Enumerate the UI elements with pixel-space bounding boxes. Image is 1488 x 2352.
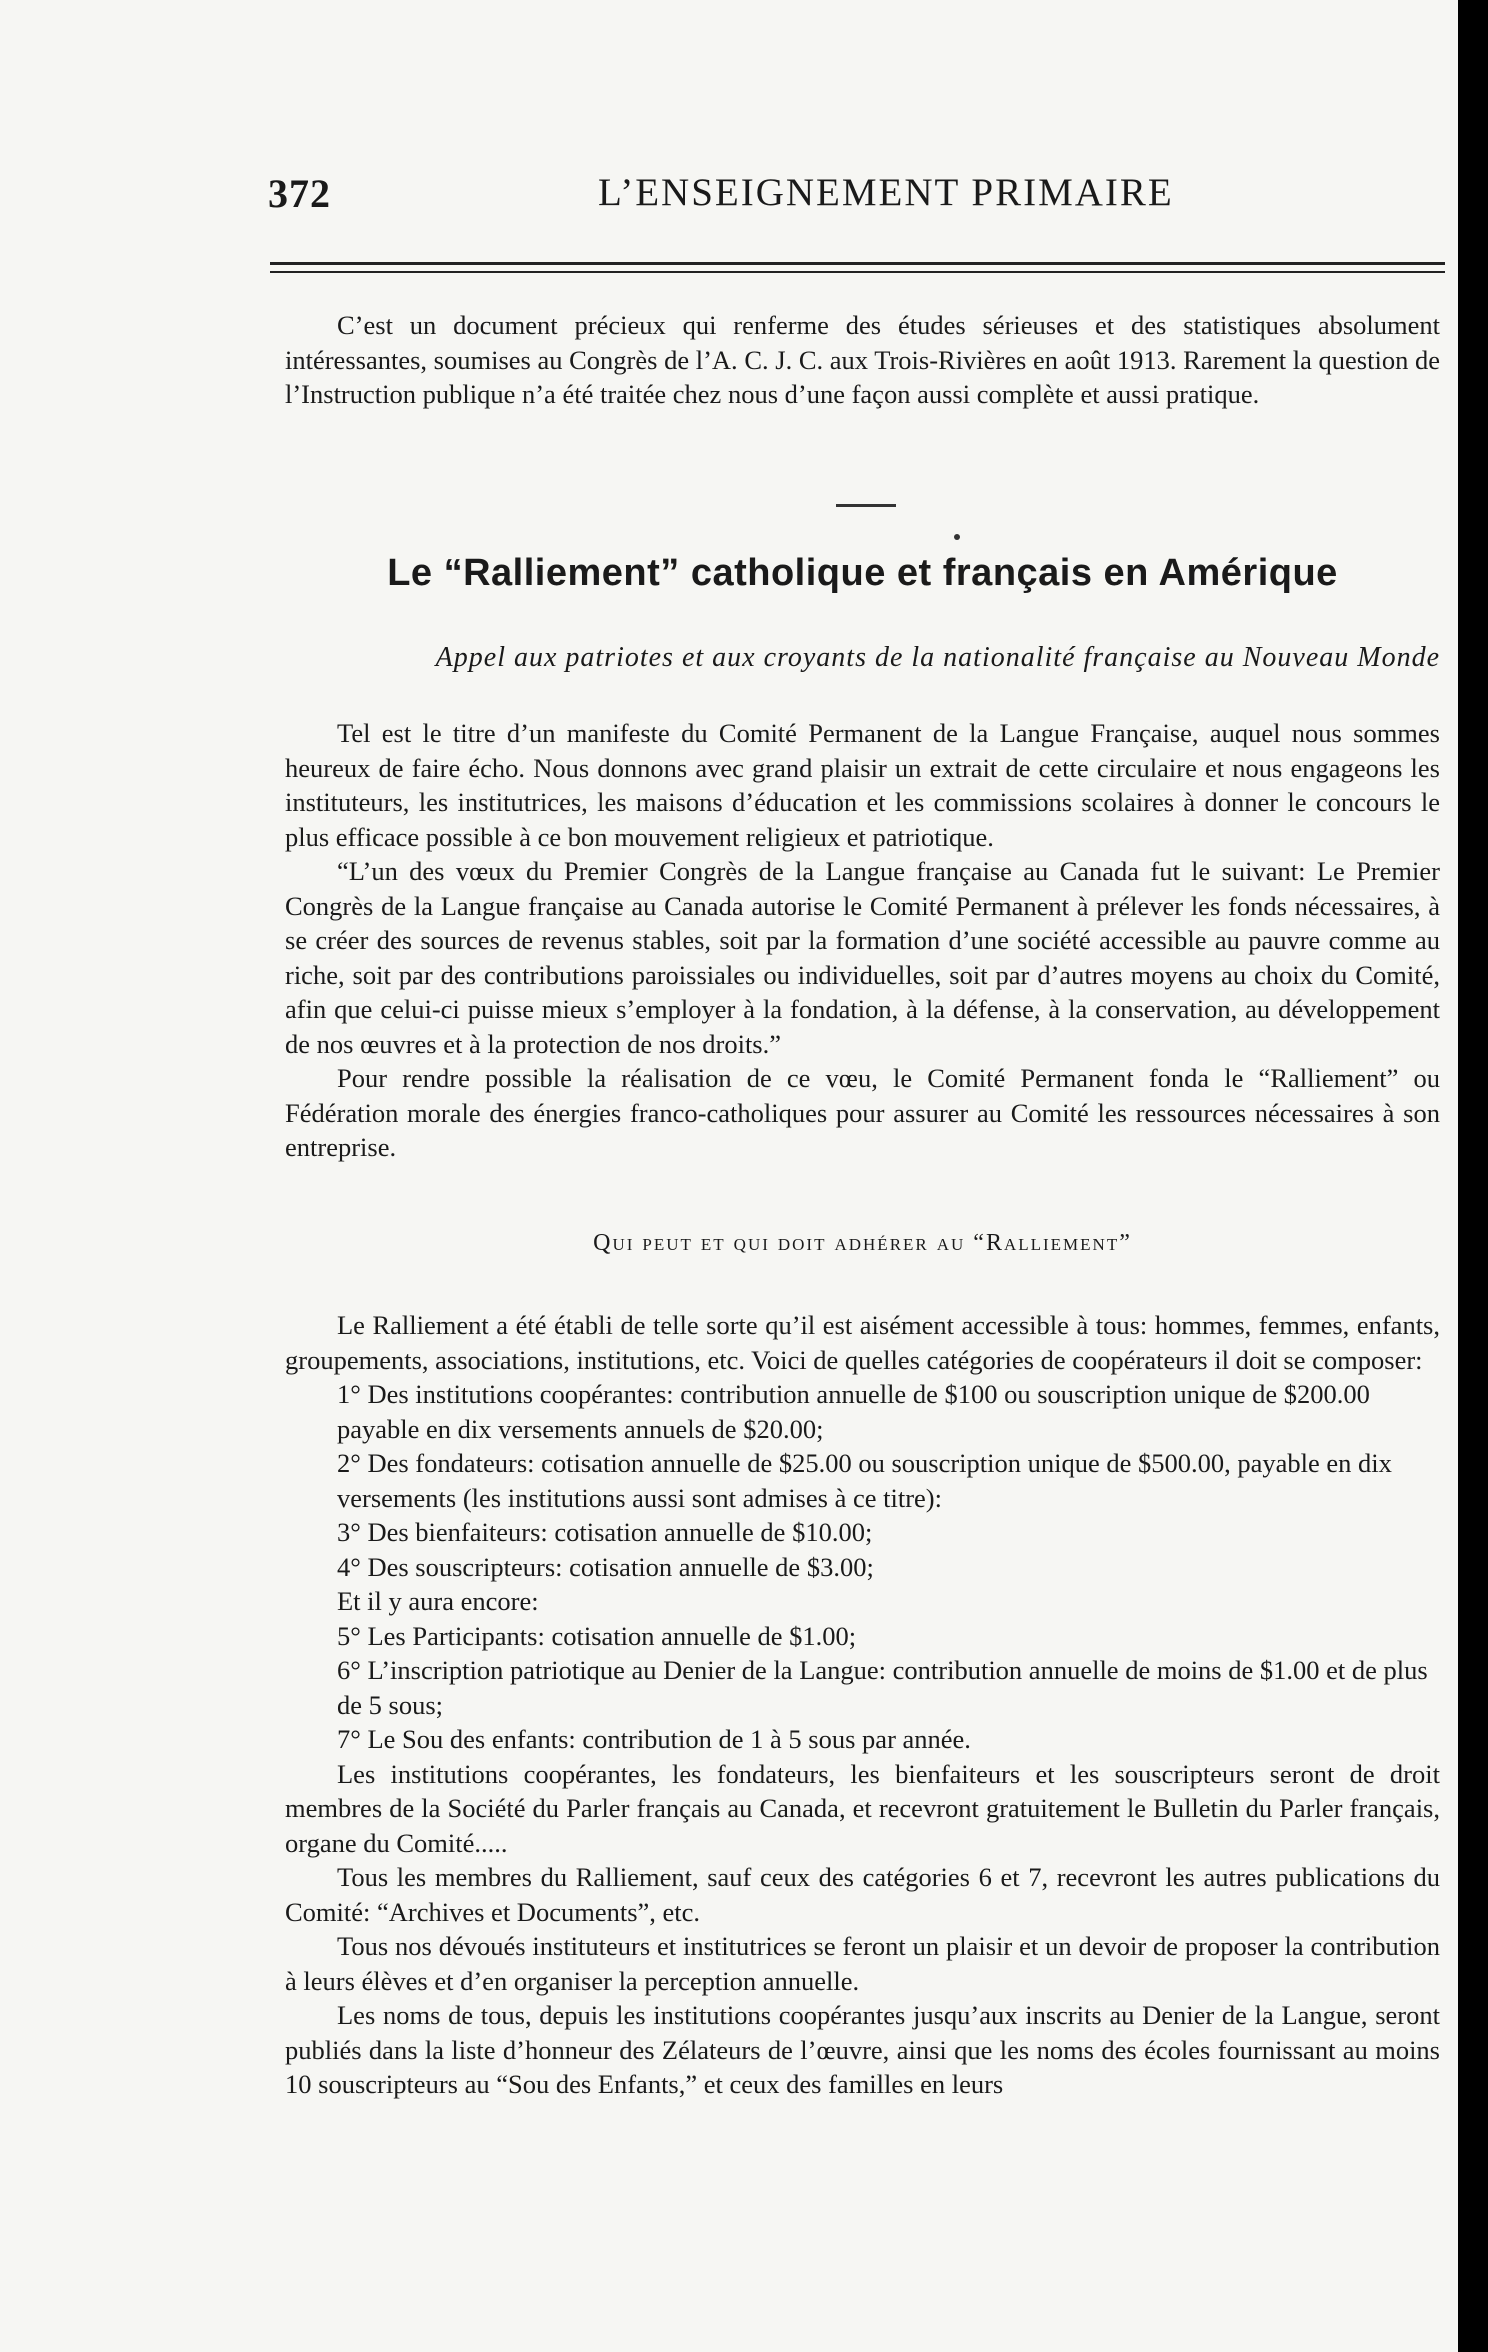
list-item: 7° Le Sou des enfants: contribution de 1 à 5 sous par année. [337, 1724, 971, 1754]
paragraph-6: Tous les membres du Ralliement, sauf ceux des catégories 6 et 7, recevront les autres publications du Comité: “Archives et Documents”, etc. [285, 1862, 1440, 1927]
article-title: Le “Ralliement” catholique et français en Amérique [387, 552, 1338, 594]
paragraph-4: Le Ralliement a été établi de telle sorte qu’il est aisément accessible à tous: hommes, femmes, enfants, groupements, associations, institutions, etc. Voici de quelles catégories de coopérateurs il doit se composer: [285, 1310, 1440, 1375]
intro-block [285, 308, 1440, 412]
header-rule-top [270, 262, 1445, 265]
article-body-bottom [285, 1308, 1440, 2102]
list-item: 5° Les Participants: cotisation annuelle de $1.00; [337, 1620, 857, 1651]
paragraph-2: “L’un des vœux du Premier Congrès de la Langue française au Canada fut le suivant: Le Premier Congrès de la Langue française au Canada autorise le Comité Permanent à prélever les fonds nécessaires, à se créer des sources de revenus stables, soit par la formation d’une société accessible au pauvre comme au riche, soit par des contributions paroissiales ou individuelles, soit par d’autres moyens au choix du Comité, afin que celui-ci puisse mieux s’employer à la fondation, à la défense, à la conservation, au développement de nos œuvres et à la protection de nos droits.” [285, 856, 1440, 1059]
page-number: 372 [268, 171, 331, 216]
page-header [268, 170, 1438, 220]
paragraph-1: Tel est le titre d’un manifeste du Comité Permanent de la Langue Française, auquel nous sommes heureux de faire écho. Nous donnons avec grand plaisir un extrait de cette circulaire et nous engageons les instituteurs, les institutrices, les maisons d’éducation et les commissions scolaires à donner le concours le plus efficace possible à ce bon mouvement religieux et patriotique. [285, 718, 1440, 852]
list-item: 1° Des institutions coopérantes: contribution annuelle de $100 ou souscription unique de $200.00 payable en dix versements annuels de $20.00; [337, 1379, 1370, 1444]
paragraph-5: Les institutions coopérantes, les fondateurs, les bienfaiteurs et les souscripteurs seront de droit membres de la Société du Parler français au Canada, et recevront gratuitement le Bulletin du Parler français, organe du Comité..... [285, 1758, 1440, 1858]
article-body-top [285, 716, 1440, 1165]
paragraph-8: Les noms de tous, depuis les institutions coopérantes jusqu’aux inscrits au Denier de la Langue, seront publiés dans la liste d’honneur des Zélateurs de l’œuvre, ainsi que les noms des écoles fournissant au moins 10 souscripteurs au “Sou des Enfants,” et ceux des familles en leurs [285, 2000, 1440, 2099]
section-separator [836, 504, 896, 507]
intro-paragraph: C’est un document précieux qui renferme des études sérieuses et des statistiques absolument intéressantes, soumises au Congrès de l’A. C. J. C. aux Trois-Rivières en août 1913. Rarement la question de l’Instruction publique n’a été traitée chez nous d’une façon aussi complète et aussi pratique. [285, 310, 1440, 409]
list-item: 3° Des bienfaiteurs: cotisation annuelle de $10.00; [337, 1517, 873, 1547]
list-item: 6° L’inscription patriotique au Denier de la Langue: contribution annuelle de moins de $1.00 et de plus de 5 sous; [337, 1655, 1428, 1720]
section-heading: Qui peut et qui doit adhérer au “Ralliement” [593, 1230, 1132, 1256]
list-item: 2° Des fondateurs: cotisation annuelle de $25.00 ou souscription unique de $500.00, payable en dix versements (les institutions aussi sont admises à ce titre): [337, 1448, 1392, 1513]
article-subtitle: Appel aux patriotes et aux croyants de la nationalité française au Nouveau Monde [435, 642, 1440, 673]
list-item: Et il y aura encore: [337, 1586, 539, 1616]
running-title: L’ENSEIGNEMENT PRIMAIRE [598, 171, 1174, 214]
header-rule-bottom [270, 271, 1445, 273]
paragraph-7: Tous nos dévoués instituteurs et institutrices se feront un plaisir et un devoir de proposer la contribution à leurs élèves et d’en organiser la perception annuelle. [285, 1931, 1440, 1996]
paragraph-3: Pour rendre possible la réalisation de ce vœu, le Comité Permanent fonda le “Ralliement” ou Fédération morale des énergies franco-catholiques pour assurer au Comité les ressources nécessaires à son entreprise. [285, 1063, 1440, 1162]
separator-dot [954, 534, 960, 540]
list-item: 4° Des souscripteurs: cotisation annuelle de $3.00; [337, 1551, 874, 1582]
scan-edge [1458, 0, 1488, 2352]
